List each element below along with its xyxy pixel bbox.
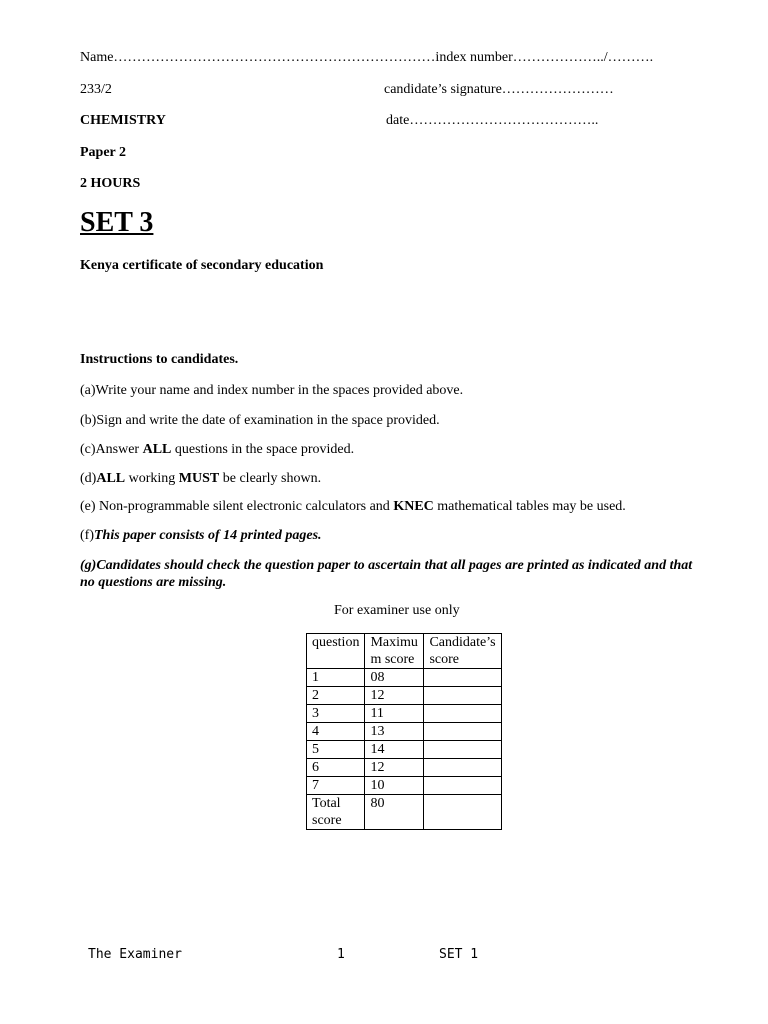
signature-line: candidate’s signature……………………	[384, 82, 614, 97]
table-row	[307, 669, 502, 687]
row-score[interactable]	[424, 759, 501, 777]
table-row	[307, 723, 502, 741]
instruction-c-bold: ALL	[142, 442, 172, 457]
table-header-row	[307, 634, 502, 669]
row-question: 3	[307, 705, 365, 723]
subject-title: CHEMISTRY	[80, 113, 166, 128]
row-max: 11	[365, 705, 424, 723]
instructions-heading: Instructions to candidates.	[80, 352, 239, 367]
table-row	[307, 777, 502, 795]
instruction-b: (b)Sign and write the date of examination in the space provided.	[80, 413, 440, 428]
table-row	[307, 759, 502, 777]
examiner-caption: For examiner use only	[334, 603, 460, 618]
set-title: SET 3	[80, 207, 154, 238]
footer-page-number: 1	[337, 947, 345, 962]
row-max: 13	[365, 723, 424, 741]
total-max: 80	[365, 795, 424, 830]
header-question: question	[307, 634, 365, 669]
header-max-score: Maximum score	[365, 634, 424, 669]
row-question: 4	[307, 723, 365, 741]
instruction-e-post: mathematical tables may be used.	[433, 499, 626, 514]
instruction-e-bold: KNEC	[393, 499, 434, 514]
row-score[interactable]	[424, 723, 501, 741]
instruction-d-pre: (d)	[80, 471, 97, 486]
instruction-c-post: questions in the space provided.	[171, 442, 355, 457]
row-question: 1	[307, 669, 365, 687]
instruction-d	[80, 471, 321, 487]
instruction-d-post: be clearly shown.	[219, 471, 322, 486]
instruction-d-bold1: ALL	[96, 471, 126, 486]
duration: 2 HOURS	[80, 176, 141, 191]
instruction-a: (a)Write your name and index number in the spaces provided above.	[80, 383, 464, 398]
paper-number: Paper 2	[80, 145, 127, 160]
total-score[interactable]	[424, 795, 501, 830]
paper-code: 233/2	[80, 82, 112, 97]
row-max: 12	[365, 759, 424, 777]
instruction-g: (g)Candidates should check the question paper to ascertain that all pages are printed as indicated and that no questions are missing.	[80, 558, 693, 590]
row-score[interactable]	[424, 687, 501, 705]
table-total-row	[307, 795, 502, 830]
footer-right: SET 1	[439, 947, 479, 962]
row-max: 10	[365, 777, 424, 795]
instruction-c	[80, 442, 354, 458]
row-max: 08	[365, 669, 424, 687]
row-question: 2	[307, 687, 365, 705]
row-question: 6	[307, 759, 365, 777]
instruction-d-bold2: MUST	[178, 471, 220, 486]
row-question: 7	[307, 777, 365, 795]
instruction-d-mid: working	[125, 471, 179, 486]
row-score[interactable]	[424, 741, 501, 759]
instruction-f	[80, 528, 322, 544]
name-index-line: Name……………………………………………………………index number………………../……….	[80, 50, 654, 65]
row-score[interactable]	[424, 777, 501, 795]
footer-left: The Examiner	[88, 947, 182, 962]
row-max: 12	[365, 687, 424, 705]
exam-name: Kenya certificate of secondary education	[80, 258, 324, 273]
table-row	[307, 705, 502, 723]
date-line: date…………………………………..	[386, 113, 599, 128]
row-max: 14	[365, 741, 424, 759]
row-score[interactable]	[424, 705, 501, 723]
instruction-e-pre: (e) Non-programmable silent electronic calculators and	[80, 499, 394, 514]
total-label: Total score	[307, 795, 365, 830]
examiner-score-table	[306, 633, 502, 830]
table-row	[307, 687, 502, 705]
instruction-e	[80, 499, 626, 515]
row-question: 5	[307, 741, 365, 759]
instruction-f-pre: (f)	[80, 528, 94, 543]
instruction-f-emph: This paper consists of 14 printed pages.	[94, 528, 322, 543]
table-row	[307, 741, 502, 759]
header-candidate-score: Candidate’s score	[424, 634, 501, 669]
instruction-c-pre: (c)Answer	[80, 442, 143, 457]
row-score[interactable]	[424, 669, 501, 687]
